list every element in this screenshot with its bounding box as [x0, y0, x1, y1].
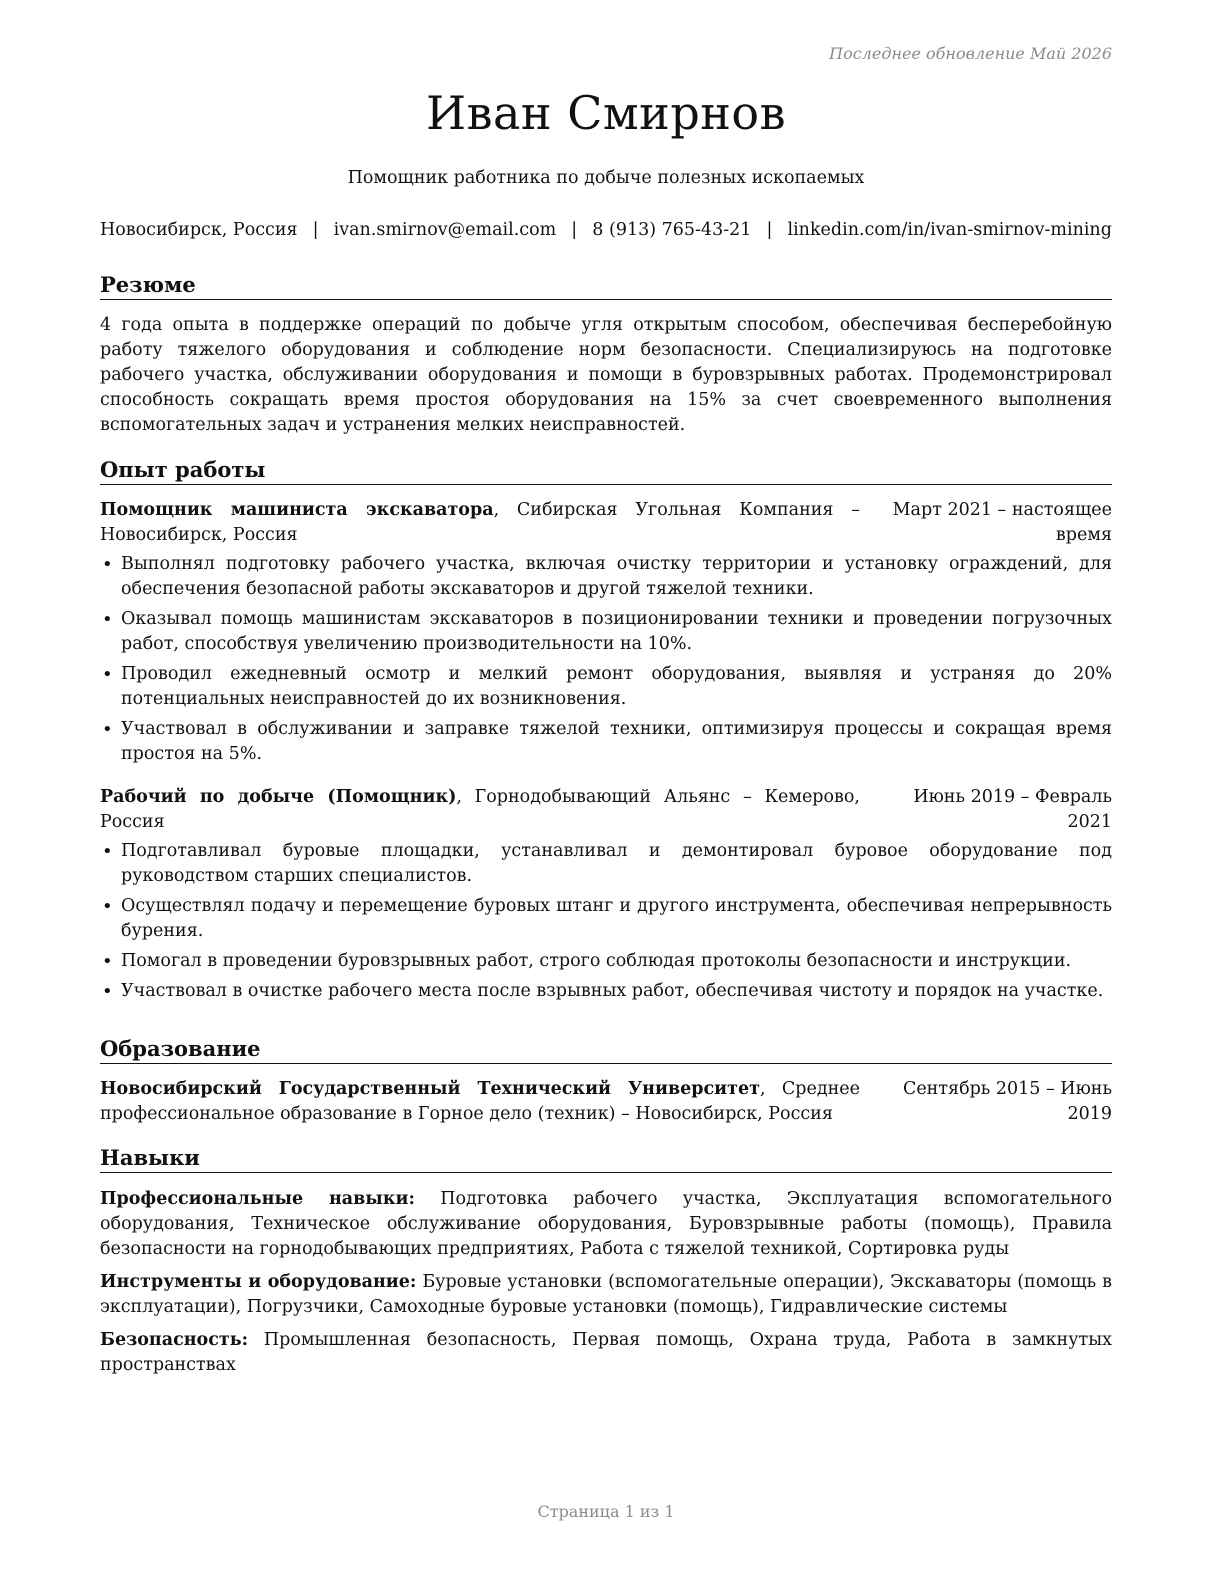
- summary-section: [100, 272, 1112, 438]
- contact-line: [100, 220, 1112, 240]
- section-heading: Опыт работы: [100, 457, 1112, 485]
- list-item: • Участвовал в очистке рабочего места после взрывных работ, обеспечивая чистоту и порядок на участке.: [100, 979, 1112, 1004]
- school-name: Новосибирский Государственный Технический Университет: [100, 1079, 760, 1099]
- contact-phone: 8 (913) 765-43-21: [592, 220, 752, 240]
- candidate-name: Иван Смирнов: [425, 86, 787, 140]
- contact-email[interactable]: ivan.smirnov@email.com: [333, 220, 557, 240]
- job-bullets: [100, 839, 1112, 1004]
- skill-group-label: Безопасность:: [100, 1330, 249, 1350]
- job-title-line: [100, 498, 860, 548]
- job-title-line: [100, 785, 860, 835]
- education-entry: [100, 1077, 1112, 1127]
- contact-linkedin[interactable]: linkedin.com/in/ivan-smirnov-mining: [787, 220, 1112, 240]
- summary-text: 4 года опыта в поддержке операций по добыче угля открытым способом, обеспечивая бесперебойную работу тяжелого оборудования и соблюдение норм безопасности. Специализируюсь на подготовке рабочего участка, обслуживании оборудования и помощи в буровзрывных работах. Продемонстрировал способность сокращать время простоя оборудования на 15% за счет своевременного выполнения вспомогательных задач и устранения мелких неисправностей.: [100, 315, 1112, 435]
- experience-section: [100, 457, 1112, 1009]
- job-role: Помощник машиниста экскаватора: [100, 500, 494, 520]
- job-org: , Сибирская Угольная Компания – Новосибирск, Россия: [100, 500, 860, 545]
- education-section: [100, 1036, 1112, 1127]
- contact-separator: |: [571, 220, 578, 240]
- list-item: • Участвовал в обслуживании и заправке тяжелой техники, оптимизируя процессы и сокращая время простоя на 5%.: [100, 717, 1112, 767]
- skill-group-text: Буровые установки (вспомогательные операции), Экскаваторы (помощь в эксплуатации), Погрузчики, Самоходные буровые установки (помощь), Гидравлические системы: [100, 1272, 1112, 1317]
- section-heading: Резюме: [100, 272, 1112, 300]
- skill-group-label: Профессиональные навыки:: [100, 1189, 415, 1209]
- skill-group-text: Промышленная безопасность, Первая помощь, Охрана труда, Работа в замкнутых пространствах: [100, 1330, 1112, 1375]
- skill-group-text: Подготовка рабочего участка, Эксплуатация вспомогательного оборудования, Техническое обслуживание оборудования, Буровзрывные работы (помощь), Правила безопасности на горнодобывающих предприятиях, Работа с тяжелой техникой, Сортировка руды: [100, 1189, 1112, 1259]
- list-item: • Подготавливал буровые площадки, устанавливал и демонтировал буровое оборудование под руководством старших специалистов.: [100, 839, 1112, 889]
- job-header: [100, 785, 1112, 835]
- section-heading: Образование: [100, 1036, 1112, 1064]
- job-role: Рабочий по добыче (Помощник): [100, 787, 457, 807]
- skill-group-label: Инструменты и оборудование:: [100, 1272, 417, 1292]
- skills-section: [100, 1145, 1112, 1378]
- skill-group: [100, 1328, 1112, 1378]
- job-bullets: [100, 552, 1112, 767]
- page-number: Страница 1 из 1: [537, 1502, 675, 1521]
- skill-group: [100, 1270, 1112, 1320]
- job-dates: Июнь 2019 – Февраль 2021: [913, 787, 1112, 832]
- education-dates: Сентябрь 2015 – Июнь 2019: [902, 1079, 1112, 1124]
- list-item: • Помогал в проведении буровзрывных работ, строго соблюдая протоколы безопасности и инструкции.: [100, 949, 1112, 974]
- candidate-title: Помощник работника по добыче полезных ископаемых: [347, 168, 865, 188]
- skill-group: [100, 1187, 1112, 1262]
- job-dates: Март 2021 – настоящее время: [892, 500, 1112, 545]
- list-item: • Выполнял подготовку рабочего участка, включая очистку территории и установку ограждений, для обеспечения безопасной работы экскаваторов и другой тяжелой техники.: [100, 552, 1112, 602]
- job-org: , Горнодобывающий Альянс – Кемерово, Россия: [100, 787, 860, 832]
- job-header: [100, 498, 1112, 548]
- education-line: [100, 1077, 860, 1127]
- education-details: , Среднее профессиональное образование в Горное дело (техник) – Новосибирск, Россия: [100, 1079, 860, 1124]
- last-updated: Последнее обновление Май 2026: [829, 44, 1112, 63]
- contact-location: Новосибирск, Россия: [100, 220, 298, 240]
- section-heading: Навыки: [100, 1145, 1112, 1173]
- list-item: • Оказывал помощь машинистам экскаваторов в позиционировании техники и проведении погрузочных работ, способствуя увеличению производительности на 10%.: [100, 607, 1112, 657]
- list-item: • Проводил ежедневный осмотр и мелкий ремонт оборудования, выявляя и устраняя до 20% потенциальных неисправностей до их возникновения.: [100, 662, 1112, 712]
- contact-separator: |: [766, 220, 773, 240]
- list-item: • Осуществлял подачу и перемещение буровых штанг и другого инструмента, обеспечивая непрерывность бурения.: [100, 894, 1112, 944]
- contact-separator: |: [312, 220, 319, 240]
